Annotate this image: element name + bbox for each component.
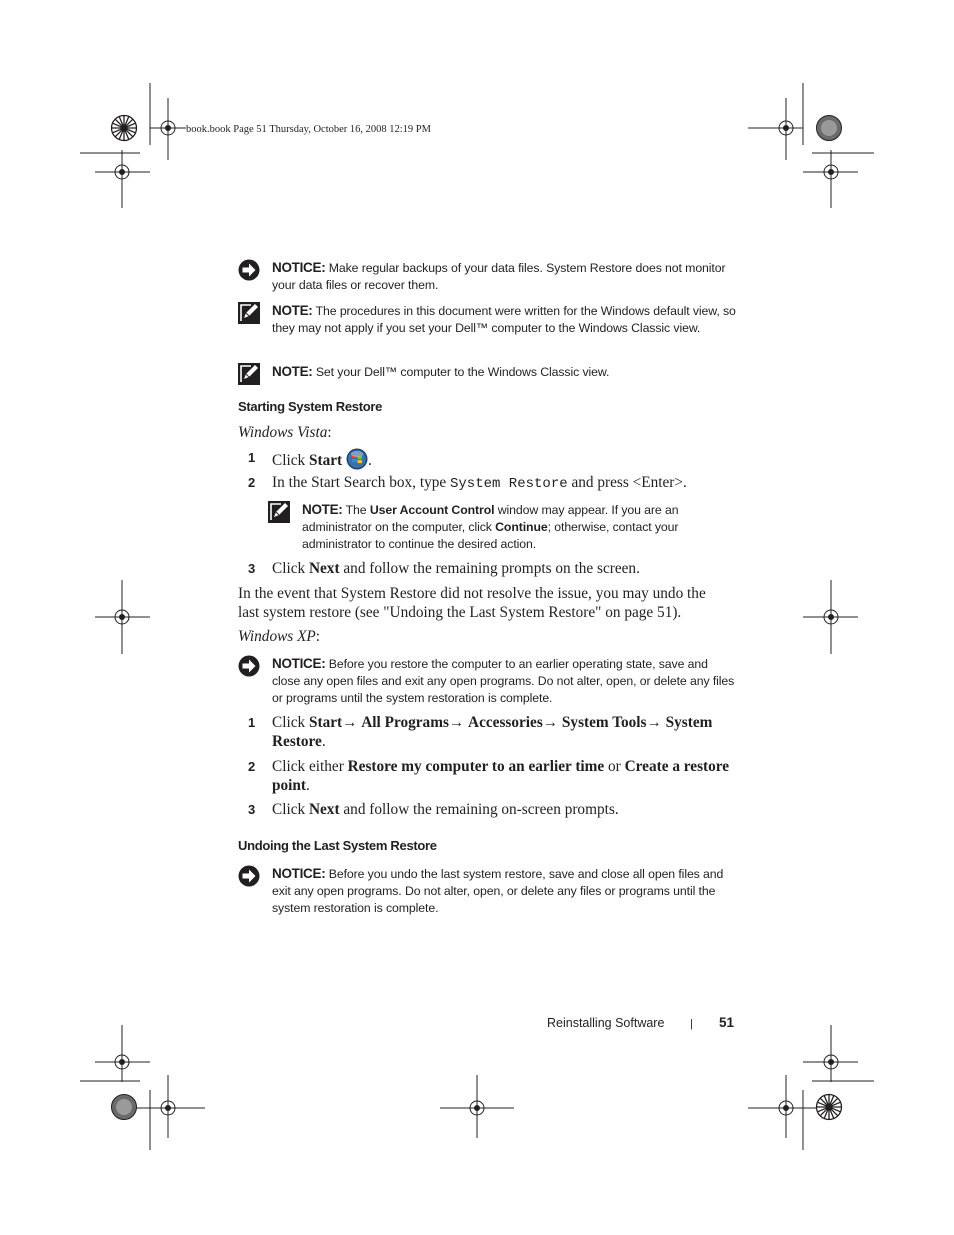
notice-icon: [238, 655, 260, 677]
os-label-vista: Windows Vista:: [238, 424, 332, 441]
body-paragraph-line: In the event that System Restore did not resolve the issue, you may undo the: [238, 585, 706, 602]
note-callout: NOTE: The User Account Control window may appear. If you are an administrator on the computer, click Continue; otherwise, contact your administrator to continue the desired action.: [268, 501, 738, 553]
notice-icon: [238, 865, 260, 887]
os-label-xp: Windows XP:: [238, 628, 321, 645]
note-callout: [238, 302, 738, 354]
note-icon: [238, 363, 260, 385]
note-icon: [238, 302, 260, 324]
body-paragraph-line: last system restore (see "Undoing the Last System Restore" on page 51).: [238, 604, 682, 621]
notice-icon: [238, 259, 260, 281]
list-item: 2 Click either Restore my computer to an earlier time or Create a restore point.: [248, 758, 730, 794]
page-number: 51: [719, 1015, 735, 1030]
notice-label: NOTICE:: [272, 260, 326, 275]
notice-callout: [238, 259, 738, 295]
list-item: 3 Click Next and follow the remaining prompts on the screen.: [248, 560, 640, 577]
list-item: 2 In the Start Search box, type System Restore and press <Enter>.: [248, 474, 687, 492]
footer-section-title: Reinstalling Software: [547, 1016, 665, 1030]
note-label: NOTE:: [272, 364, 313, 379]
note-label: NOTE:: [272, 303, 313, 318]
list-item: 1 Click Start→ All Programs→ Accessories→ System Tools→ System Restore.: [248, 714, 713, 750]
note-text: Set your Dell™ computer to the Windows Classic view.: [315, 365, 610, 379]
windows-start-orb-icon: [346, 448, 368, 470]
note-text: The procedures in this document were written for the Windows default view, so they may not apply if you set your Dell™ computer to the Windows Classic view.: [272, 304, 736, 335]
notice-callout: NOTICE: Before you undo the last system restore, save and close all open files and exit any open programs. Do not alter, open, or delete any files or programs until the system restoration is complete.: [238, 865, 738, 917]
list-item: 3 Click Next and follow the remaining on-screen prompts.: [248, 801, 619, 818]
note-callout: [238, 363, 738, 385]
section-heading-starting: Starting System Restore: [238, 399, 383, 414]
note-icon: [268, 501, 290, 523]
print-slug: book.book Page 51 Thursday, October 16, 2008 12:19 PM: [186, 124, 431, 135]
notice-text: Make regular backups of your data files. System Restore does not monitor your data files or recover them.: [272, 261, 726, 292]
list-item: 1 Click Start .: [248, 450, 372, 469]
footer-separator: |: [690, 1018, 693, 1030]
section-heading-undoing: Undoing the Last System Restore: [238, 838, 437, 853]
notice-callout: NOTICE: Before you restore the computer to an earlier operating state, save and close any open files and exit any open programs. Do not alter, open, or delete any files or programs until the system restoration is complete.: [238, 655, 738, 707]
